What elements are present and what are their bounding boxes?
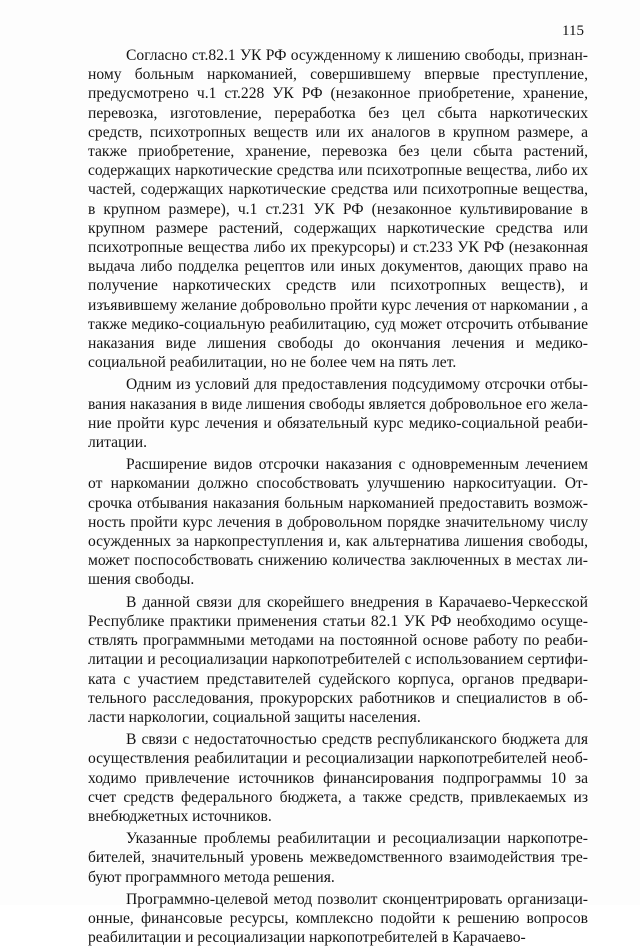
paragraph: Расширение видов отсрочки наказания с одновременным лечением от наркомании должно способствовать улучшению наркоситуации. Отсрочка отбывания наказания больным наркоманией предоставить возможность пройти курс лечения в добровольном порядке значительному числу осужденных за наркопреступления и, как альтернатива лишения свободы, может поспособствовать снижению количества заключенных в местах лишения свободы. xyxy=(88,456,588,589)
paragraph: Согласно ст.82.1 УК РФ осужденному к лишению свободы, признанному больным наркоманией, совершившему впервые преступление, предусмотрено ч.1 ст.228 УК РФ (незаконное приобретение, хранение, перевозка, изготовление, переработка без цел сбыта наркотических средств, психотропных веществ или их аналогов в крупном размере, а также приобретение, хранение, перевозка без цели сбыта растений, содержащих наркотические средства или психотропные вещества, либо их частей, содержащих наркотические средства или психотропные вещества, в крупном размере), ч.1 ст.231 УК РФ (незаконное культивирование в крупном размере растений, содержащих наркотические средства или психотропные вещества либо их прекурсоры) и ст.233 УК РФ (незаконная выдача либо подделка рецептов или иных документов, дающих право на получение наркотических средств или психотропных веществ), и изъявившему желание добровольно пройти курс лечения от наркомании , а также медико-социальную реабилитацию, суд может отсрочить отбывание наказания виде лишения свободы до окончания лечения и медико-социальной реабилитации, но не более чем на пять лет. xyxy=(88,47,588,372)
paragraph: Одним из условий для предоставления подсудимому отсрочки отбывания наказания в виде лишения свободы является добровольное его желание пройти курс лечения и обязательный курс медико-социальной реабилитации. xyxy=(88,376,588,452)
page-number: 115 xyxy=(562,23,584,39)
paragraph: Указанные проблемы реабилитации и ресоциализации наркопотребителей, значительный уровень межведомственного взаимодействия требуют программного метода решения. xyxy=(88,830,588,886)
document-body xyxy=(88,46,588,950)
paragraph: В связи с недостаточностью средств республиканского бюджета для осуществления реабилитации и ресоциализации наркопотребителей необходимо привлечение источников финансирования подпрограммы 10 за счет средств федерального бюджета, а также средств, привлекаемых из внебюджетных источников. xyxy=(88,731,588,825)
paragraph: Программно-целевой метод позволит сконцентрировать организационные, финансовые ресурсы, комплексно подойти к решению вопросов реабилитации и ресоциализации наркопотребителей в Карачаево- xyxy=(88,890,588,947)
paragraph: В данной связи для скорейшего внедрения в Карачаево-Черкесской Республике практики применения статьи 82.1 УК РФ необходимо осуществлять программными методами на постоянной основе работу по реабилитации и ресоциализации наркопотребителей с использованием сертификата с участием представителей судейского корпуса, органов предварительного расследования, прокурорских работников и специалистов в области наркологии, социальной защиты населения. xyxy=(88,593,588,726)
